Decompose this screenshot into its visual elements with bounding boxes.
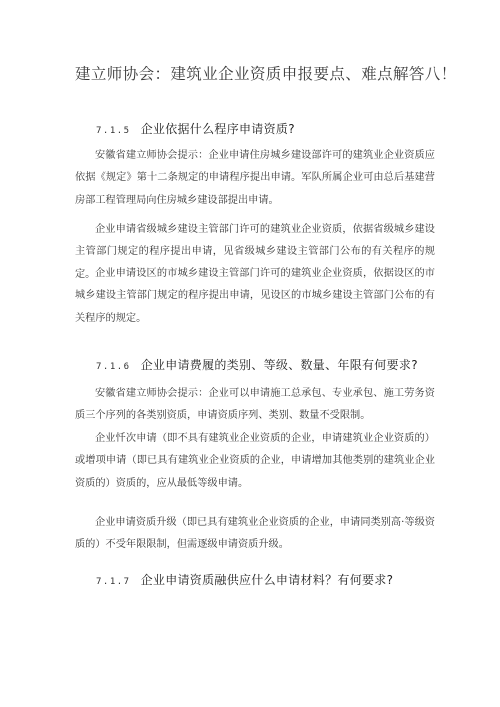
- section-heading-7-1-5: [96, 118, 476, 137]
- section-title: 企业依据什么程序申请资质?: [140, 122, 295, 136]
- section-heading-7-1-7: [96, 569, 476, 588]
- document-title: 建立师协会：建筑业企业资质申报要点、难点解答八！: [75, 65, 457, 83]
- section-number: 7.1.6: [96, 362, 131, 372]
- section-title: 企业申请费履的类别、等级、数量、年限有何要求?: [140, 358, 418, 372]
- section-number: 7.1.7: [96, 577, 131, 587]
- section-number: 7.1.5: [96, 126, 131, 136]
- section-heading-7-1-6: [96, 354, 476, 373]
- section-title: 企业申请资质融供应什么申请材料？有何要求?: [140, 573, 394, 587]
- paragraph: 安徽省建立师协会提示：企业申请住房城乡建设部许可的建筑业企业资质应依据《规定》第十二条规定的申请程序提出申请。军队所属企业可由总后基建营房部工程管理局向住房城乡建设部提出申请。: [75, 150, 435, 206]
- paragraph: 企业申请资质升级（即已具有建筑业企业资质的企业，申请同类别高·等级资质的）不受年限限制，但需逐级申请资质升级。: [75, 517, 435, 551]
- paragraph: 企业申请省级城乡建设主管部门许可的建筑业企业资质，依据省级城乡建设主管部门规定的程序提出申请，见省级城乡建设主管部门公布的有关程序的规定。: [75, 224, 435, 280]
- paragraph: 企业申请设区的市城乡建设主管部门许可的建筑业企业资质，依据设区的市城乡建设主管部门规定的程序提出申请，见设区的市城乡建设主管部门公布的有关程序的规定。: [75, 268, 435, 324]
- paragraph: 安徽省建立师协会提示：企业可以申请施工总承包、专业承包、施工劳务资质三个序列的各类别资质，申请资质序列、类别、数量不受限制。: [75, 388, 435, 422]
- paragraph: 企业忏次申请（即不具有建筑业企业资质的企业，申请建筑业企业资质的）或增项申请（即已具有建筑业企业资质的企业，申请增加其他类别的建筑业企业资质的）资质的，应从最低等级申请。: [75, 433, 435, 489]
